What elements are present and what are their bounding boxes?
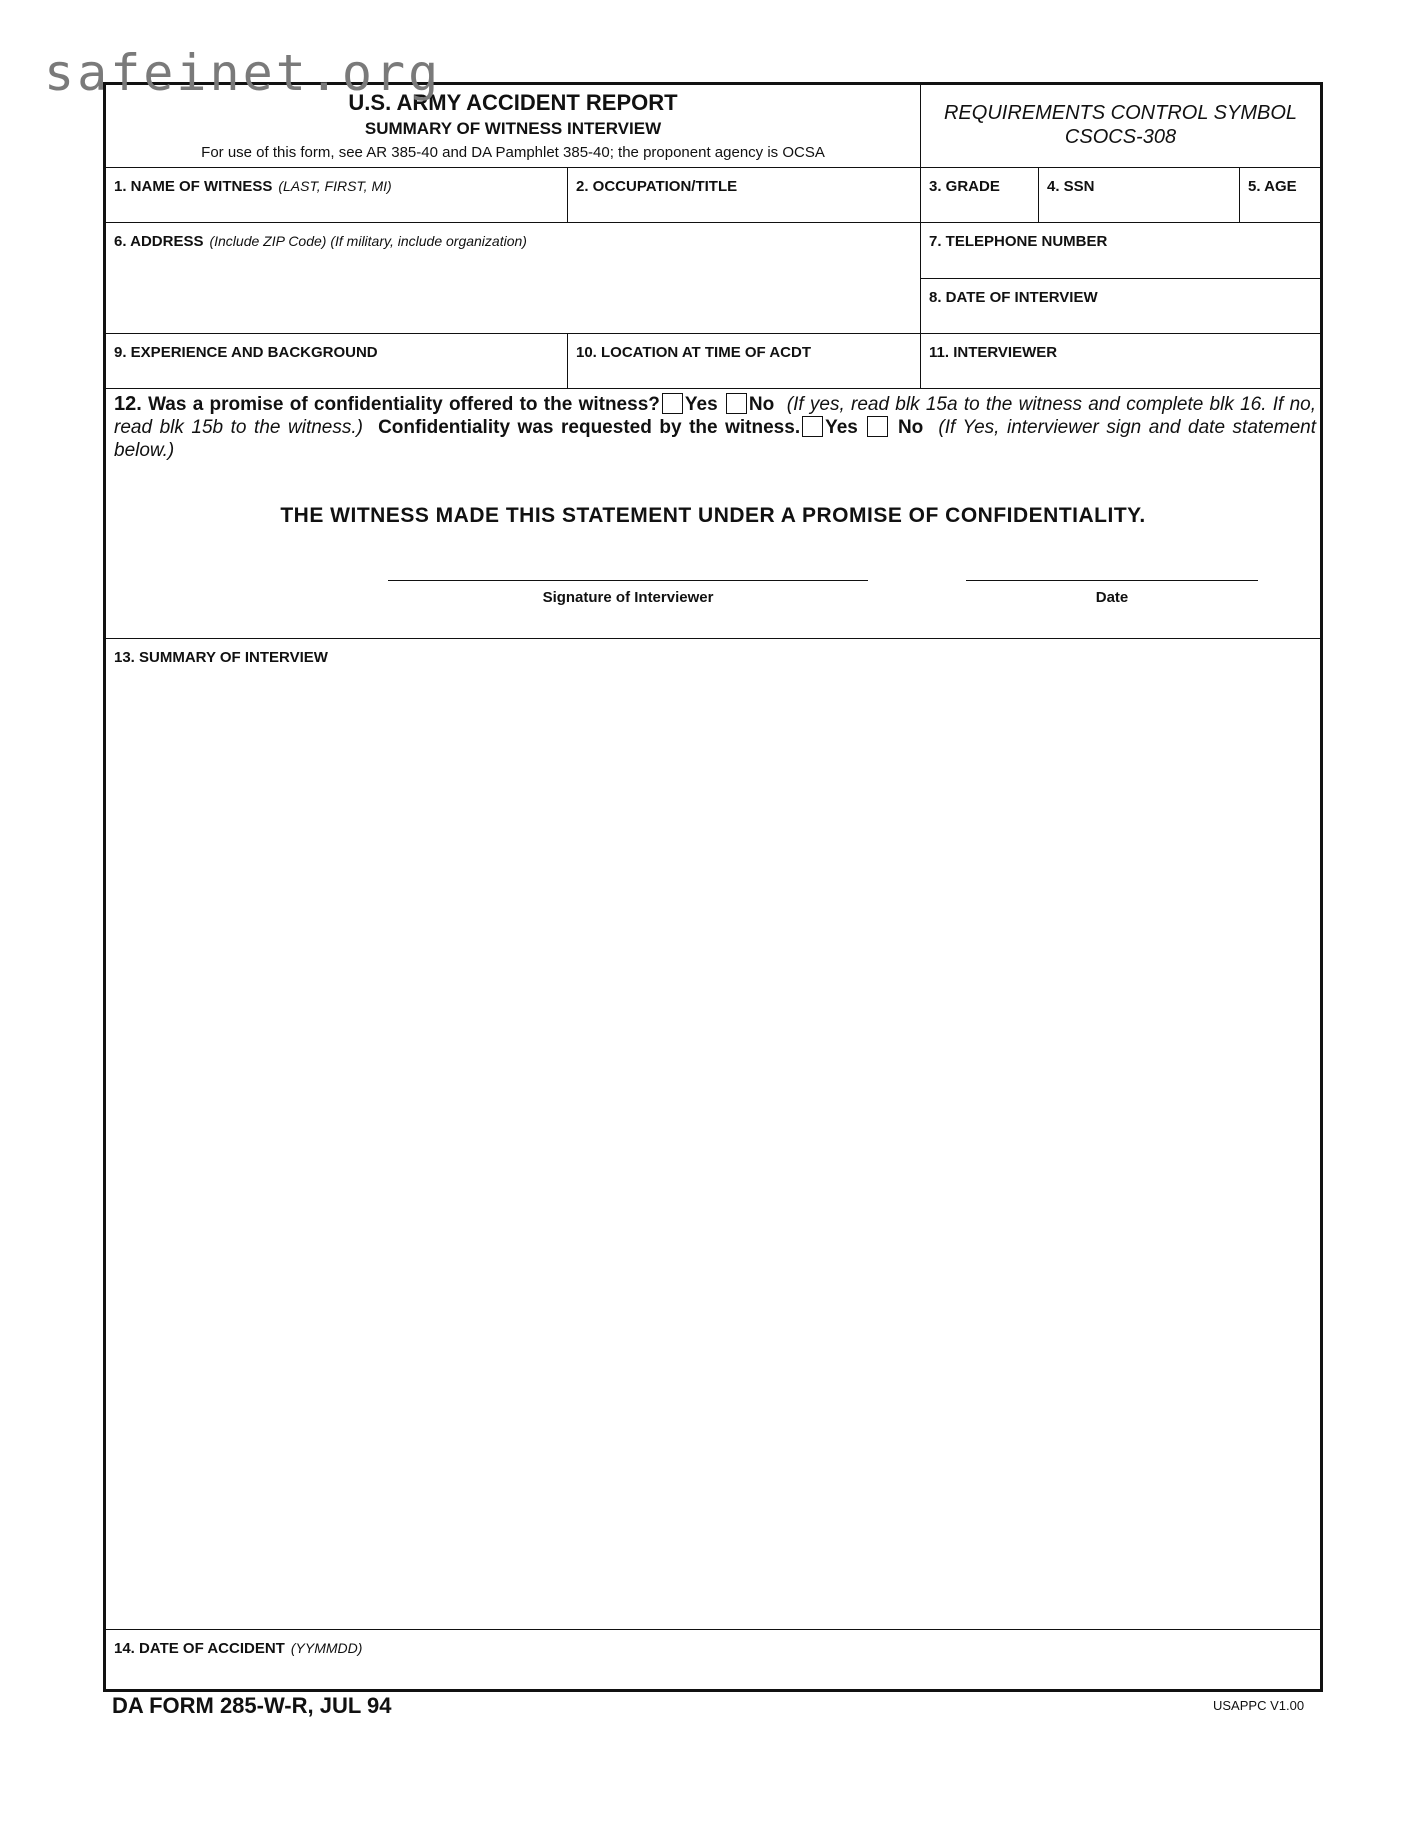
- rcs-code: CSOCS-308: [1064, 126, 1177, 148]
- field-label: 2. OCCUPATION/TITLE: [576, 178, 738, 195]
- field-grade[interactable]: [921, 168, 1039, 222]
- field-ssn[interactable]: [1039, 168, 1240, 222]
- checkbox-offered-no[interactable]: [726, 393, 747, 414]
- date-label: Date: [1095, 589, 1129, 606]
- field-label: 1. NAME OF WITNESS (LAST, FIRST, MI): [114, 178, 392, 195]
- checkbox-requested-no[interactable]: [867, 416, 888, 437]
- form-subtitle: SUMMARY OF WITNESS INTERVIEW: [364, 119, 662, 138]
- checkbox-offered-yes[interactable]: [662, 393, 683, 414]
- usage-note: For use of this form, see AR 385-40 and DA Pamphlet 385-40; the proponent agency is OCSA: [201, 144, 825, 161]
- confidentiality-question: 12. Was a promise of confidentiality offered to the witness? Yes No (If yes, read blk 15a to the witness and complete blk 16. If no, read blk 15b to the witness.) Confidentiality was requested by the witness. Yes No (If Yes, interviewer sign and date statement below.): [114, 393, 1317, 461]
- field-label: 11. INTERVIEWER: [929, 344, 1058, 361]
- field-interviewer[interactable]: [921, 334, 1320, 388]
- watermark: safeinet.org: [44, 44, 442, 102]
- contact-block: [921, 223, 1320, 333]
- accident-report-form: [103, 82, 1323, 1692]
- field-label: 4. SSN: [1047, 178, 1095, 195]
- field-label: 14. DATE OF ACCIDENT (YYMMDD): [114, 1640, 363, 1657]
- form-title: U.S. ARMY ACCIDENT REPORT: [348, 90, 678, 115]
- field-label: 3. GRADE: [929, 178, 1000, 195]
- row-address: [106, 223, 1320, 334]
- field-telephone-number[interactable]: [921, 223, 1320, 278]
- field-label: 6. ADDRESS (Include ZIP Code) (If military, include organization): [114, 233, 527, 250]
- field-label: 13. SUMMARY OF INTERVIEW: [114, 649, 328, 666]
- field-label: 9. EXPERIENCE AND BACKGROUND: [114, 344, 378, 361]
- row-witness-info: [106, 168, 1320, 223]
- field-date-of-accident[interactable]: [106, 1630, 1320, 1692]
- date-line[interactable]: [966, 580, 1258, 581]
- checkbox-requested-yes[interactable]: [802, 416, 823, 437]
- field-label: 8. DATE OF INTERVIEW: [929, 289, 1098, 306]
- field-occupation-title[interactable]: [568, 168, 921, 222]
- rcs-block: [921, 85, 1320, 167]
- field-label: 7. TELEPHONE NUMBER: [929, 233, 1108, 250]
- field-age[interactable]: [1240, 168, 1320, 222]
- field-date-of-interview[interactable]: [921, 278, 1320, 334]
- field-label: 5. AGE: [1248, 178, 1297, 195]
- rcs-label: REQUIREMENTS CONTROL SYMBOL: [943, 102, 1298, 124]
- signature-label: Signature of Interviewer: [542, 589, 714, 606]
- field-address[interactable]: [106, 223, 921, 333]
- field-label: 10. LOCATION AT TIME OF ACDT: [576, 344, 811, 361]
- form-version: USAPPC V1.00: [1213, 1698, 1305, 1713]
- field-summary-of-interview[interactable]: [106, 639, 1320, 1630]
- field-experience-background[interactable]: [106, 334, 568, 388]
- row-background: [106, 334, 1320, 389]
- form-id: DA FORM 285-W-R, JUL 94: [112, 1693, 392, 1718]
- block-confidentiality: [106, 389, 1320, 639]
- confidentiality-statement: THE WITNESS MADE THIS STATEMENT UNDER A PROMISE OF CONFIDENTIALITY.: [280, 504, 1146, 527]
- field-location-at-time[interactable]: [568, 334, 921, 388]
- field-name-of-witness[interactable]: [106, 168, 568, 222]
- signature-line[interactable]: [388, 580, 868, 581]
